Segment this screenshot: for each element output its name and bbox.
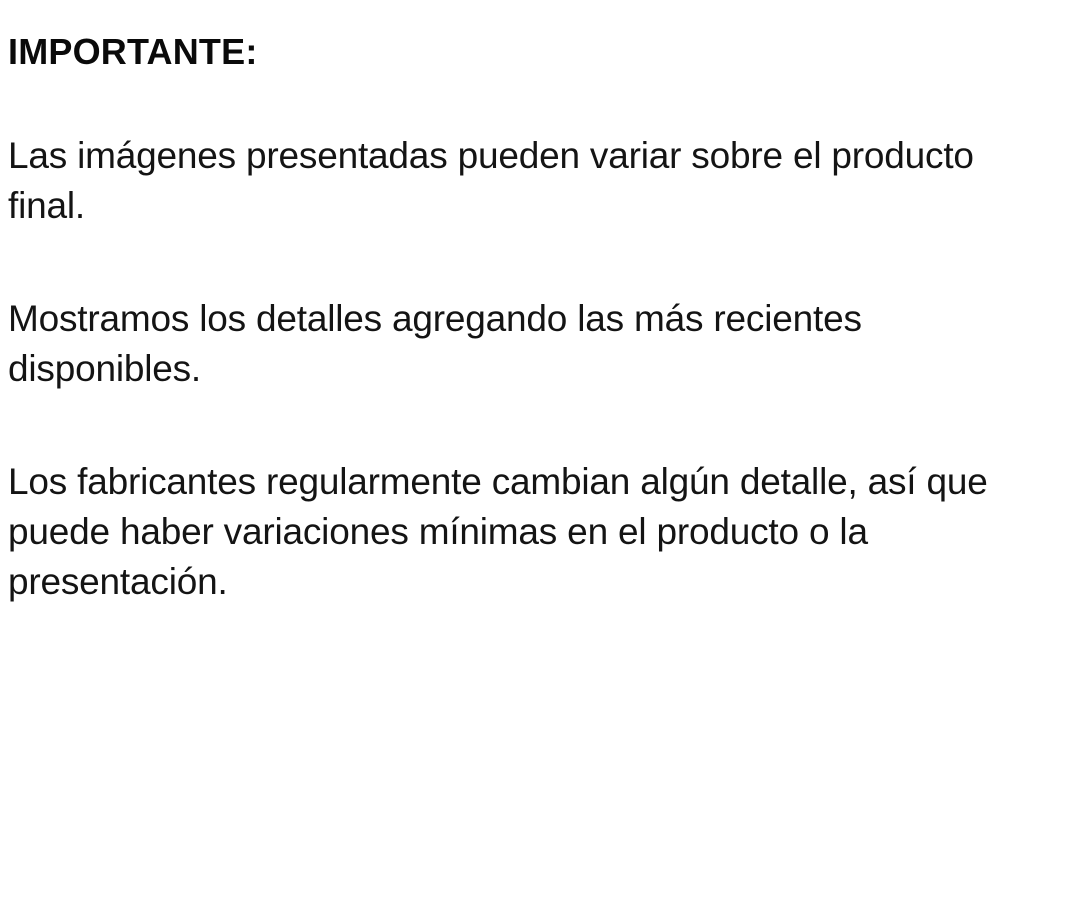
spacer (8, 231, 1053, 294)
spacer (8, 394, 1053, 457)
notice-paragraph-2: Mostramos los detalles agregando las más recientes disponibles. (8, 298, 862, 389)
notice-paragraph-3: Los fabricantes regularmente cambian algún detalle, así que puede haber variaciones mínimas en el producto o la presentación. (8, 460, 988, 602)
spacer (8, 73, 1053, 131)
notice-paragraph-1: Las imágenes presentadas pueden variar sobre el producto final. (8, 135, 974, 227)
page-title: IMPORTANTE: (8, 31, 258, 72)
